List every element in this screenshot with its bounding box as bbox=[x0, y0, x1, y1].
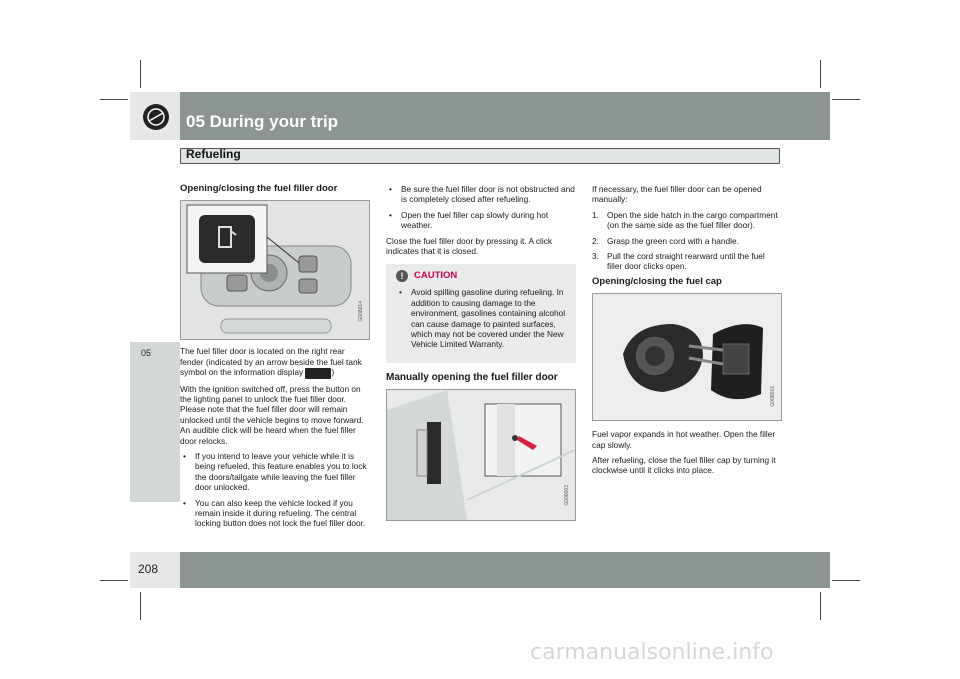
bullet-item bbox=[180, 498, 370, 529]
bullet-text: Be sure the fuel filler door is not obstructed and is completely closed after refueling. bbox=[401, 184, 575, 205]
fuel-symbol-icon bbox=[305, 368, 331, 379]
paragraph: With the ignition switched off, press the button on the lighting panel to unlock the fuel filler door. Please note that the fuel filler door will remain unlocked until the vehicle begins to move forward. An audible click will be heard when the fuel filler door relocks. bbox=[180, 383, 364, 446]
step-text: Open the side hatch in the cargo compartment (on the same side as the fuel filler door). bbox=[607, 209, 778, 231]
steering-wheel-icon bbox=[143, 104, 169, 130]
bullet-icon: • bbox=[389, 209, 392, 220]
figure-code: G008016 bbox=[769, 386, 776, 407]
step-number: 3. bbox=[592, 251, 599, 262]
step-item bbox=[592, 251, 782, 272]
section-title: Refueling bbox=[186, 147, 241, 161]
paragraph: Close the fuel filler door by pressing it. A click indicates that it is closed. bbox=[386, 235, 553, 257]
fuel-cap-figure bbox=[592, 293, 782, 421]
manual-open-heading: Manually opening the fuel filler door bbox=[386, 371, 558, 383]
fuel-cap-heading: Opening/closing the fuel cap bbox=[592, 275, 722, 287]
crop-mark bbox=[820, 60, 821, 88]
step-number: 2. bbox=[592, 235, 599, 246]
lighting-panel-figure bbox=[180, 200, 370, 340]
chapter-title: 05 During your trip bbox=[186, 112, 339, 131]
crop-mark bbox=[140, 592, 141, 620]
cargo-hatch-figure bbox=[386, 389, 576, 521]
bullet-icon: • bbox=[183, 497, 186, 508]
bullet-text: Avoid spilling gasoline during refueling. In addition to causing damage to the environment, gasolines containing alcohol can cause damage to painted surfaces, which may not be covered under the New Vehicle Limited Warranty. bbox=[411, 287, 566, 350]
crop-mark bbox=[100, 580, 128, 581]
bullet-text: Open the fuel filler cap slowly during hot weather. bbox=[401, 209, 549, 231]
paragraph bbox=[180, 346, 370, 378]
section-band bbox=[180, 148, 780, 164]
warning-icon: ! bbox=[396, 270, 408, 282]
crop-mark bbox=[820, 592, 821, 620]
bullet-item bbox=[386, 210, 576, 231]
bullet-item bbox=[386, 184, 576, 205]
paragraph-text: ) bbox=[331, 367, 335, 378]
cargo-hatch-illustration bbox=[387, 390, 575, 520]
paragraph-text: The fuel filler door is located on the right rear fender (indicated by an arrow beside the fuel tank symbol on the information display bbox=[180, 346, 362, 378]
step-number: 1. bbox=[592, 209, 599, 220]
bullet-text: If you intend to leave your vehicle while it is being refueled, this feature enables you to lock the doors/tailgate while leaving the fuel filler door unlocked. bbox=[195, 450, 367, 493]
watermark-text: carmanualsonline.info bbox=[530, 640, 774, 665]
crop-mark bbox=[100, 99, 128, 100]
bullet-item bbox=[396, 287, 566, 349]
step-text: Grasp the green cord with a handle. bbox=[607, 235, 739, 246]
caution-box bbox=[386, 264, 576, 362]
figure-code: G008003 bbox=[563, 485, 570, 506]
chapter-side-tab bbox=[130, 342, 180, 502]
page-number: 208 bbox=[138, 562, 159, 576]
side-tab-label: 05 bbox=[141, 348, 152, 358]
figure-code: G008014 bbox=[357, 301, 364, 322]
paragraph: After refueling, close the fuel filler cap by turning it clockwise until it clicks into place. bbox=[592, 455, 776, 476]
bullet-icon: • bbox=[183, 450, 186, 461]
footer-band bbox=[180, 552, 830, 588]
column-3 bbox=[592, 184, 782, 481]
step-text: Pull the cord straight rearward until the fuel filler door clicks open. bbox=[607, 251, 765, 272]
crop-mark bbox=[832, 580, 860, 581]
fuel-cap-illustration bbox=[593, 294, 781, 420]
fuel-door-heading: Opening/closing the fuel filler door bbox=[180, 183, 338, 194]
bullet-icon: • bbox=[399, 287, 402, 298]
caution-header bbox=[396, 270, 566, 282]
paragraph: If necessary, the fuel filler door can be opened manually: bbox=[592, 184, 762, 205]
caution-title: CAUTION bbox=[414, 270, 458, 282]
paragraph: Fuel vapor expands in hot weather. Open the filler cap slowly. bbox=[592, 429, 776, 450]
step-item bbox=[592, 210, 782, 231]
column-1 bbox=[180, 184, 370, 534]
crop-mark bbox=[140, 60, 141, 88]
bullet-item bbox=[180, 451, 370, 493]
step-item bbox=[592, 236, 782, 246]
bullet-text: You can also keep the vehicle locked if you remain inside it during refueling. The central locking button does not lock the fuel filler door. bbox=[195, 497, 366, 529]
lighting-panel-illustration bbox=[181, 201, 369, 339]
crop-mark bbox=[832, 99, 860, 100]
column-2 bbox=[386, 184, 576, 521]
bullet-icon: • bbox=[389, 184, 392, 194]
